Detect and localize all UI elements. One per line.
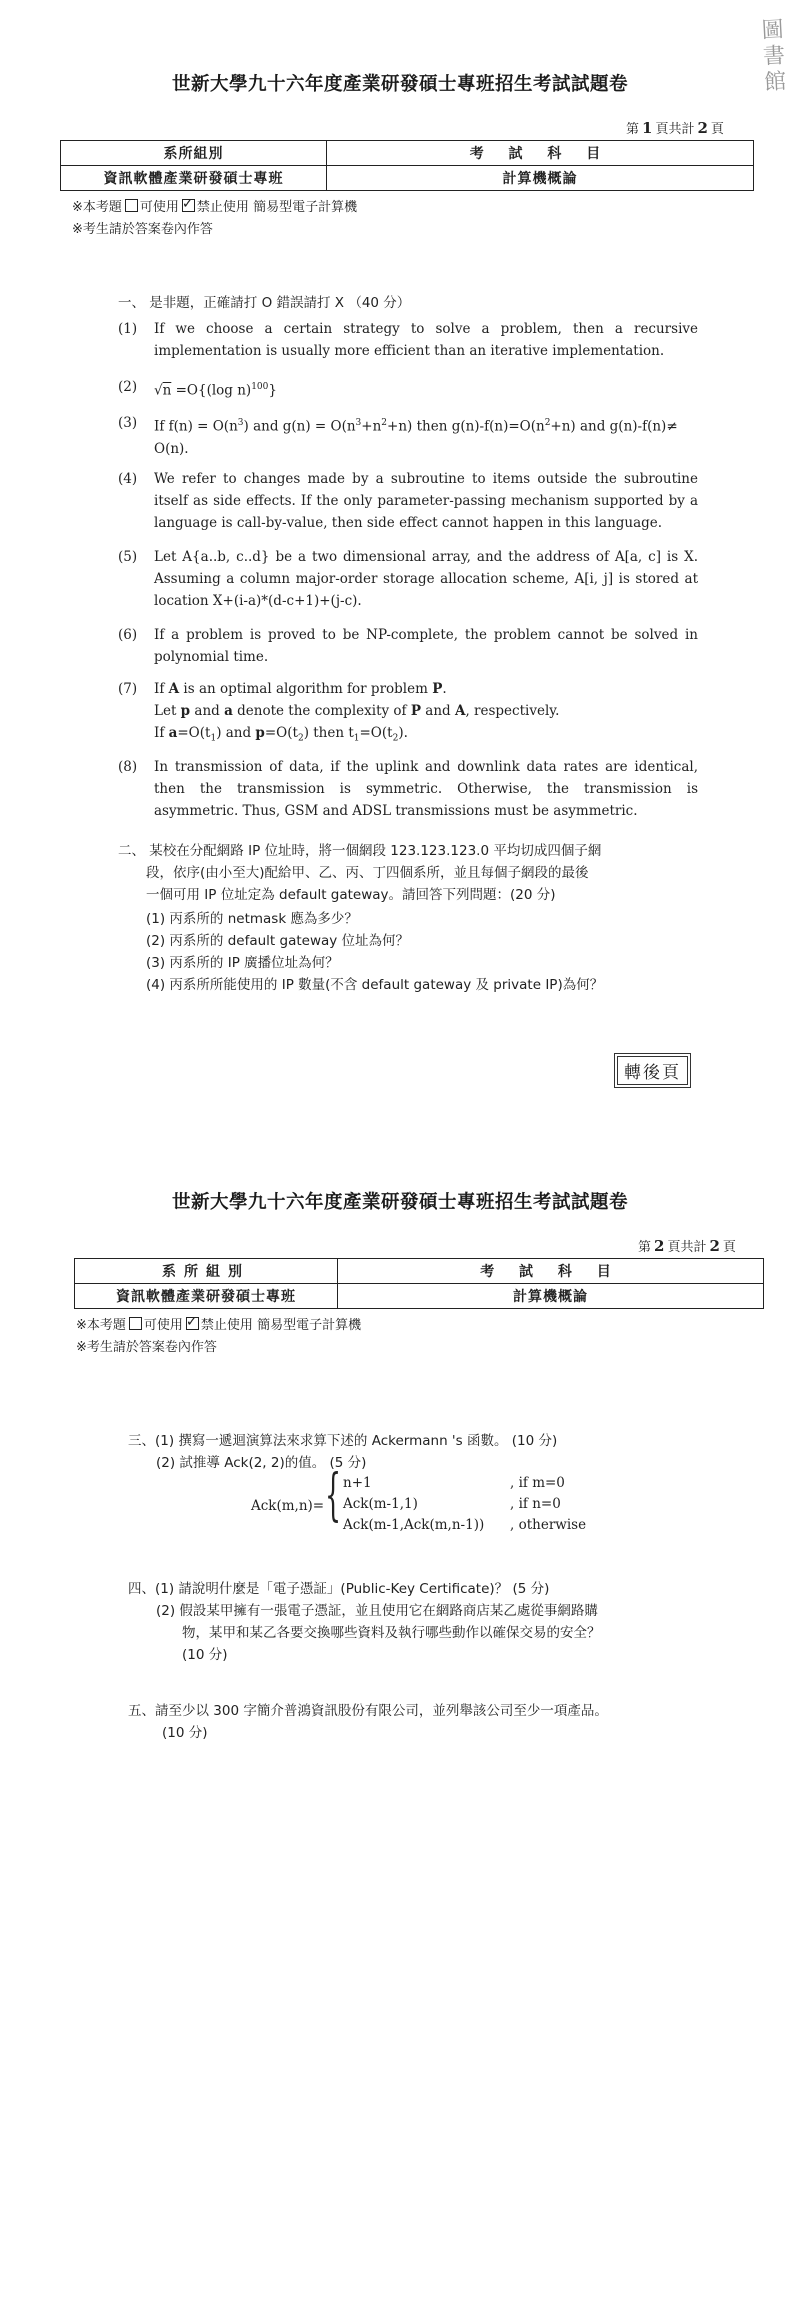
ackermann-conditions: , if m=0 , if n=0 , otherwise xyxy=(510,1475,587,1533)
question-1-4: (4) We refer to changes made by a subroutine to items outside the subroutine itself as side effects. If the only parameter-passing mechanism supported by a language is call-by-value, then side effect cannot happen in this language. xyxy=(118,471,698,531)
dept-value: 資訊軟體產業研發碩士專班 xyxy=(61,166,327,191)
can-use-checkbox-2 xyxy=(129,1317,142,1330)
exam-header-table-page1 xyxy=(60,140,754,191)
answer-sheet-note-page1: ※考生請於答案卷內作答 xyxy=(72,222,213,237)
question-2-1: (1) 丙系所的 netmask 應為多少？ xyxy=(146,911,358,927)
question-1-1: (1) If we choose a certain strategy to solve a problem, then a recursive implementation is usually more efficient than an iterative implementation. xyxy=(118,321,698,359)
exam-header-table-page2 xyxy=(74,1258,764,1309)
question-1-2: (2) √n =O{(log n)$^{100}$} xyxy=(118,379,277,399)
turn-page-label: 轉後頁 xyxy=(617,1056,688,1085)
question-1-3: (3) If $f(n) = O(n^3)$ and $g(n) = O(n^3+n^2+n)$ then $g(n)-f(n)=O(n^2+n)$ and g(n)-f(n)≠ O(n). xyxy=(118,415,678,457)
subject-header: 考 試 科 目 xyxy=(327,141,754,166)
ackermann-cases: n+1 Ack(m-1,1) Ack(m-1,Ack(m,n-1)) xyxy=(343,1475,485,1533)
can-use-checkbox xyxy=(125,199,138,212)
subject-value-2: 計算機概論 xyxy=(338,1284,764,1309)
dept-value-2: 資訊軟體產業研發碩士專班 xyxy=(75,1284,338,1309)
section2-items xyxy=(146,908,706,996)
cannot-use-checkbox-2 xyxy=(186,1317,199,1330)
question-2-4: (4) 丙系所所能使用的 IP 數量(不含 default gateway 及 private IP)為何？ xyxy=(146,977,604,993)
question-4-1: 四、(1) 請說明什麼是「電子憑証」(Public-Key Certificate)？ (5 分) xyxy=(128,1581,550,1597)
page-number-page1: 第 1 頁共計 2 頁 xyxy=(626,119,724,137)
answer-sheet-note-page2: ※考生請於答案卷內作答 xyxy=(76,1340,217,1355)
section3 xyxy=(128,1430,728,1474)
section5: 五、請至少以 300 字簡介普鴻資訊股份有限公司，並列舉該公司至少一項產品。 (10 分) xyxy=(128,1703,608,1741)
section4 xyxy=(128,1578,728,1666)
question-1-7: (7) If A is an optimal algorithm for problem P. Let p and a denote the complexity of P and A, respectively. If $a=O(t_1)$ and $p=O(t_2)$ then $t_1=O(t_2)$. xyxy=(118,681,560,744)
cannot-use-checkbox xyxy=(182,199,195,212)
subject-header-2: 考 試 科 目 xyxy=(338,1259,764,1284)
library-stamp: 圖書館 xyxy=(760,17,787,96)
section2-heading: 二、 某校在分配網路 IP 位址時，將一個網段 123.123.123.0 平均切成四個子網 段，依序(由小至大)配給甲、乙、丙、丁四個系所，並且每個子網段的最後 一個可用 IP 位址定為 default gateway。請回答下列問題：(20 分) xyxy=(118,843,602,903)
subject-value: 計算機概論 xyxy=(327,166,754,191)
question-3-2: (2) 試推導 Ack(2, 2)的值。 (5 分) xyxy=(156,1455,367,1471)
question-2-3: (3) 丙系所的 IP 廣播位址為何？ xyxy=(146,955,339,971)
question-1-6: (6) If a problem is proved to be NP-complete, the problem cannot be solved in polynomial time. xyxy=(118,627,698,665)
calculator-note-page2: ※本考題 可使用✓ 禁止使用 簡易型電子計算機 xyxy=(76,1316,361,1336)
question-1-8: (8) In transmission of data, if the uplink and downlink data rates are identical, then the transmission is symmetric. Otherwise, the transmission is asymmetric. Thus, GSM and ADSL transmissions must be asymmetric. xyxy=(118,759,698,819)
exam-title-page2: 世新大學九十六年度產業研發碩士專班招生考試試題卷 xyxy=(171,1192,628,1213)
dept-header: 系所組別 xyxy=(61,141,327,166)
calculator-note-page1: ※本考題 可使用✓ 禁止使用 簡易型電子計算機 xyxy=(72,198,357,218)
ackermann-lhs: Ack(m,n)= xyxy=(251,1498,325,1514)
page-number-page2: 第 2 頁共計 2 頁 xyxy=(638,1237,736,1255)
question-3-1: 三、(1) 撰寫一遞迴演算法來求算下述的 Ackermann 's 函數。 (10 分) xyxy=(128,1433,558,1449)
formula-brace: { xyxy=(325,1463,342,1528)
exam-title-page1: 世新大學九十六年度產業研發碩士專班招生考試試題卷 xyxy=(171,74,628,95)
question-4-2: (2) 假設某甲擁有一張電子憑証，並且使用它在網路商店某乙處從事網路購 物，某甲和某乙各要交換哪些資料及執行哪些動作以確保交易的安全？ (10 分) xyxy=(156,1603,601,1663)
question-1-5: (5) Let A{a..b, c..d} be a two dimensional array, and the address of A[a, c] is X. Assuming a column major-order storage allocation scheme, A[i, j] is stored at location X+(i-a)*(d-c+1)+(j-c). xyxy=(118,549,698,609)
section1-heading: 一、 是非題，正確請打 O 錯誤請打 X （40 分） xyxy=(118,295,411,311)
question-2-2: (2) 丙系所的 default gateway 位址為何？ xyxy=(146,933,410,949)
dept-header-2: 系所組別 xyxy=(75,1259,338,1284)
